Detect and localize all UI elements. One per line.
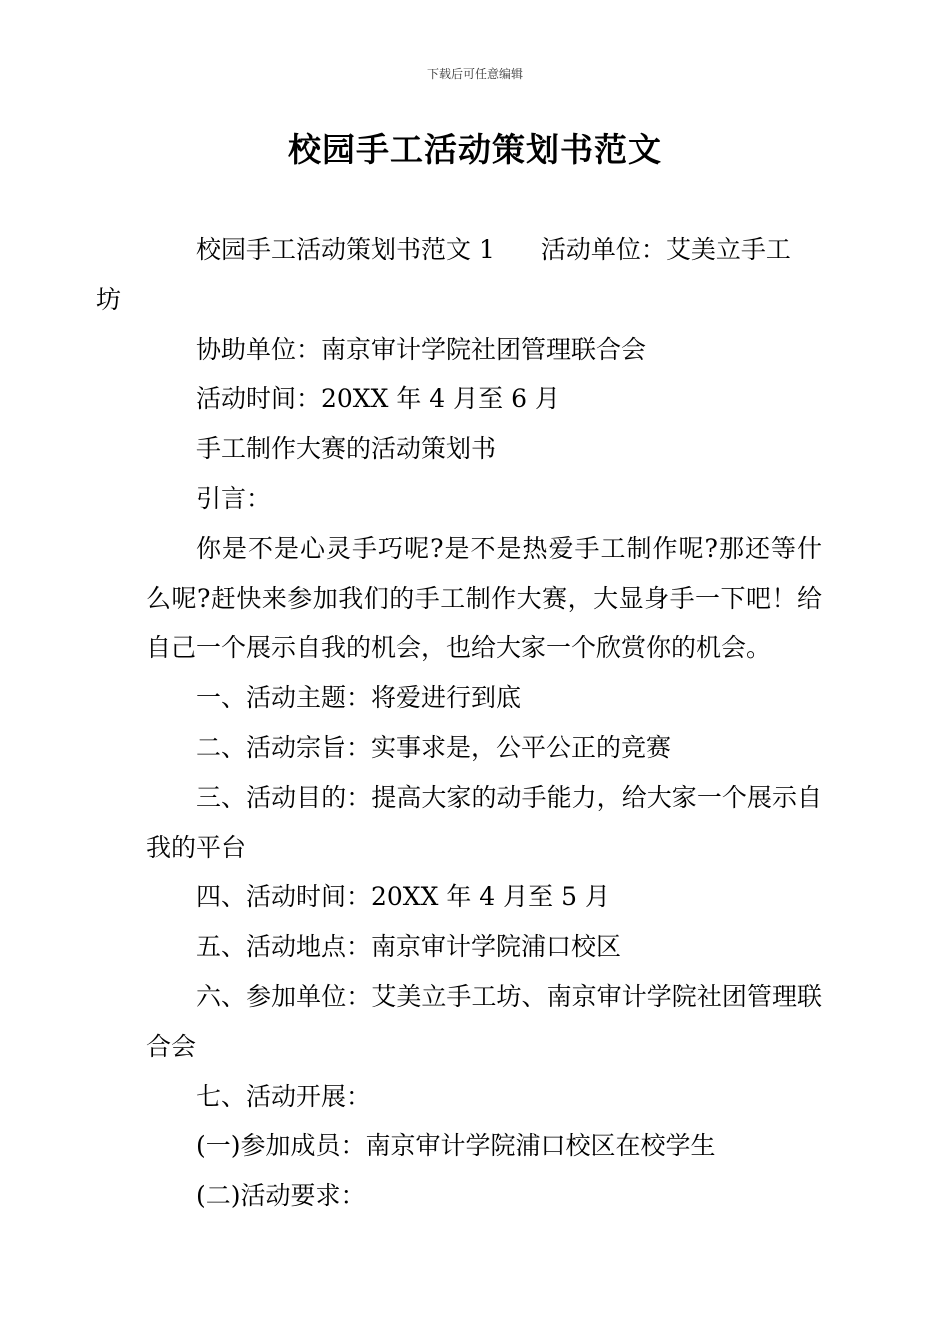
intro-organizer: 活动单位：艾美立手工 xyxy=(540,235,791,264)
paragraph-goal: 三、活动目的：提高大家的动手能力，给大家一个展示自我的平台 xyxy=(146,782,822,862)
document-body xyxy=(96,225,822,1221)
paragraph-purpose: 二、活动宗旨：实事求是，公平公正的竞赛 xyxy=(196,732,672,762)
intro-paragraph xyxy=(96,225,822,325)
paragraph-preface: 你是不是心灵手巧呢?是不是热爱手工制作呢?那还等什么呢?赶快来参加我们的手工制作大赛，大显身手一下吧！给自己一个展示自我的机会，也给大家一个欣赏你的机会。 xyxy=(146,533,822,663)
paragraph-requirements: (二)活动要求： xyxy=(196,1181,366,1211)
paragraph-preface-label: 引言： xyxy=(196,483,272,513)
paragraph-contest-title: 手工制作大赛的活动策划书 xyxy=(196,434,497,464)
header-note: 下载后可任意编辑 xyxy=(426,67,523,81)
paragraph-schedule: 四、活动时间：20XX 年 4 月至 5 月 xyxy=(196,882,610,912)
intro-organizer-end: 坊 xyxy=(96,284,122,314)
paragraph-activity-section: 七、活动开展： xyxy=(196,1081,372,1111)
paragraph-assisting-unit: 协助单位：南京审计学院社团管理联合会 xyxy=(196,334,647,364)
paragraph-participants: 六、参加单位：艾美立手工坊、南京审计学院社团管理联合会 xyxy=(146,981,822,1061)
paragraph-members: (一)参加成员：南京审计学院浦口校区在校学生 xyxy=(196,1131,716,1161)
paragraph-activity-time: 活动时间：20XX 年 4 月至 6 月 xyxy=(196,384,560,414)
paragraph-theme: 一、活动主题：将爱进行到底 xyxy=(196,683,522,713)
paragraph-location: 五、活动地点：南京审计学院浦口校区 xyxy=(196,932,622,962)
intro-heading: 校园手工活动策划书范文 1 xyxy=(196,235,495,264)
document-title: 校园手工活动策划书范文 xyxy=(288,130,662,169)
